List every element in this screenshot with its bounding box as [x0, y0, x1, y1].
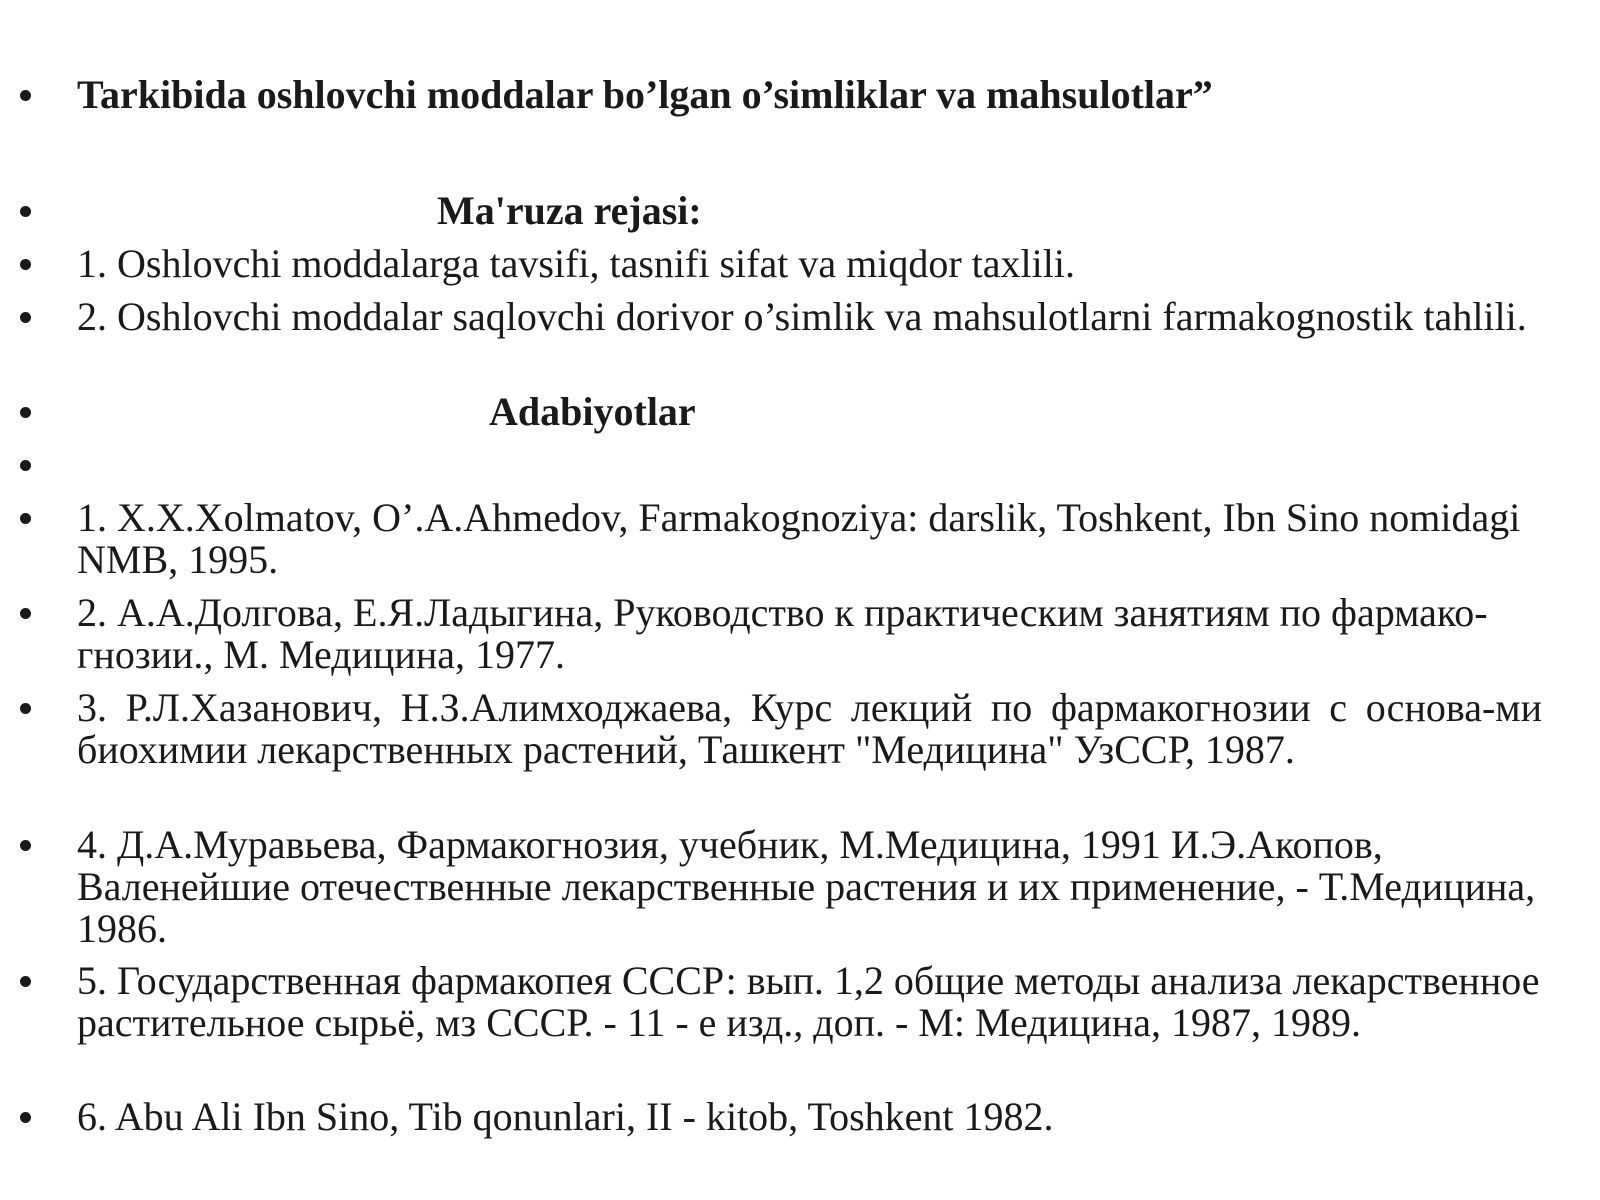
- plan-item: 2. Oshlovchi moddalar saqlovchi dorivor o’simlik va mahsulotlarni farmakognostik tahlili.: [77, 296, 1542, 338]
- plan-item: 1. Oshlovchi moddalarga tavsifi, tasnifi sifat va miqdor taxlili.: [77, 243, 1542, 285]
- slide-title: Tarkibida oshlovchi moddalar bo’lgan o’simliklar va mahsulotlar”: [77, 74, 1542, 116]
- literature-item: 1. X.X.Xolmatov, O’.A.Ahmedov, Farmakognoziya: darslik, Toshkent, Ibn Sino nomidagi NMB, 1995.: [77, 497, 1542, 581]
- plan-heading: Ma'ruza rejasi:: [77, 190, 1600, 232]
- literature-item: 2. А.А.Долгова, Е.Я.Ладыгина, Руководство к практическим занятиям по фармако-гнозии., М. Медицина, 1977.: [77, 592, 1542, 676]
- literature-item: 3. Р.Л.Хазанович, Н.З.Алимходжаева, Курс лекций по фармакогнозии с основа-ми биохимии лекарственных растений, Ташкент "Медицина" УзССР, 1987.: [77, 685, 1542, 772]
- literature-item: 5. Государственная фармакопея СССР: вып. 1,2 общие методы анализа лекарственное растительное сырьё, мз СССР. - 11 - е изд., доп. - М: Медицина, 1987, 1989.: [77, 960, 1542, 1044]
- literature-item: 6. Abu Ali Ibn Sino, Tib qonunlari, II - kitob, Toshkent 1982.: [77, 1096, 1542, 1138]
- literature-item: 4. Д.А.Муравьева, Фармакогнозия, учебник, М.Медицина, 1991 И.Э.Акопов, Валенейшие отечественные лекарственные растения и их применение, - Т.Медицина, 1986.: [77, 824, 1542, 950]
- literature-heading: Adabiyotlar: [77, 391, 1600, 433]
